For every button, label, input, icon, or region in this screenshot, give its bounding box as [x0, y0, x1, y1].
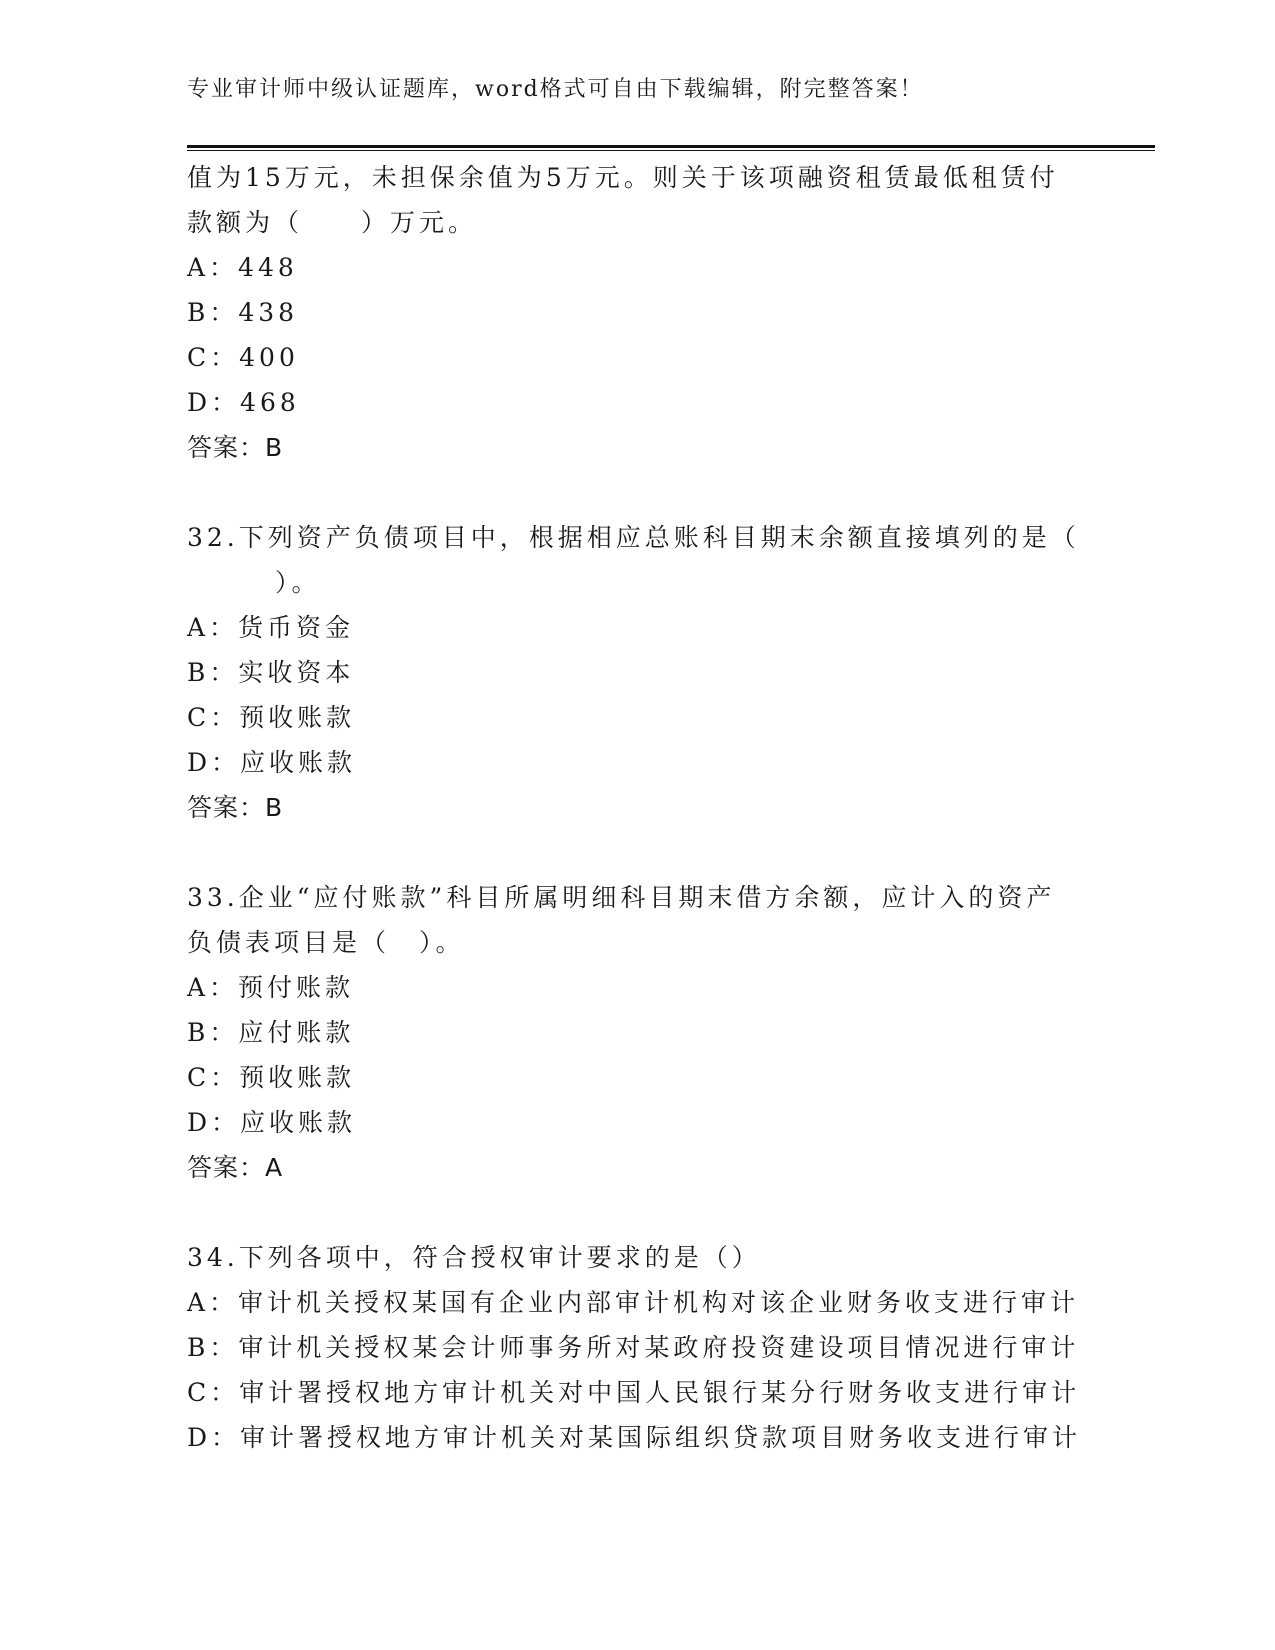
option-a: A：货币资金 — [187, 613, 355, 642]
option-c: C：预收账款 — [187, 1063, 356, 1092]
answer: 答案：B — [187, 433, 284, 462]
spacer — [187, 830, 1087, 875]
option-b: B：应付账款 — [187, 1018, 355, 1047]
question-content — [187, 155, 1087, 1460]
header-rule-thin — [187, 150, 1155, 151]
option-d: D：审计署授权地方审计机关对某国际组织贷款项目财务收支进行审计 — [187, 1423, 1082, 1452]
option-c: C：预收账款 — [187, 703, 356, 732]
question-33 — [187, 875, 1087, 1190]
option-b: B：438 — [187, 298, 299, 327]
option-a: A：预付账款 — [187, 973, 355, 1002]
question-stem-line: 33.企业“应付账款”科目所属明细科目期末借方余额，应计入的资产 — [187, 883, 1056, 912]
question-stem-line: 34.下列各项中，符合授权审计要求的是（） — [187, 1243, 761, 1272]
answer: 答案：B — [187, 793, 284, 822]
option-c: C：审计署授权地方审计机关对中国人民银行某分行财务收支进行审计 — [187, 1378, 1081, 1407]
option-c: C：400 — [187, 343, 299, 372]
header-rule-thick — [187, 145, 1155, 148]
spacer — [187, 1190, 1087, 1235]
question-stem-line: 款额为（ ）万元。 — [187, 208, 478, 237]
question-stem-line: 负债表项目是（ ）。 — [187, 928, 465, 957]
spacer — [187, 470, 1087, 515]
answer: 答案：A — [187, 1153, 284, 1182]
page-header: 专业审计师中级认证题库，word格式可自由下载编辑，附完整答案！ — [187, 77, 924, 102]
option-b: B：审计机关授权某会计师事务所对某政府投资建设项目情况进行审计 — [187, 1333, 1080, 1362]
question-stem-line: 值为15万元，未担保余值为5万元。则关于该项融资租赁最低租赁付 — [187, 163, 1059, 192]
option-d: D：应收账款 — [187, 748, 357, 777]
question-34 — [187, 1235, 1087, 1460]
question-stem-line: 32.下列资产负债项目中，根据相应总账科目期末余额直接填列的是（ — [187, 523, 1080, 552]
option-d: D：应收账款 — [187, 1108, 357, 1137]
option-d: D：468 — [187, 388, 300, 417]
question-stem-line: ）。 — [275, 568, 321, 597]
question-32 — [187, 515, 1087, 830]
option-b: B：实收资本 — [187, 658, 355, 687]
option-a: A：审计机关授权某国有企业内部审计机构对该企业财务收支进行审计 — [187, 1288, 1080, 1317]
option-a: A：448 — [187, 253, 298, 282]
question-31 — [187, 155, 1087, 470]
